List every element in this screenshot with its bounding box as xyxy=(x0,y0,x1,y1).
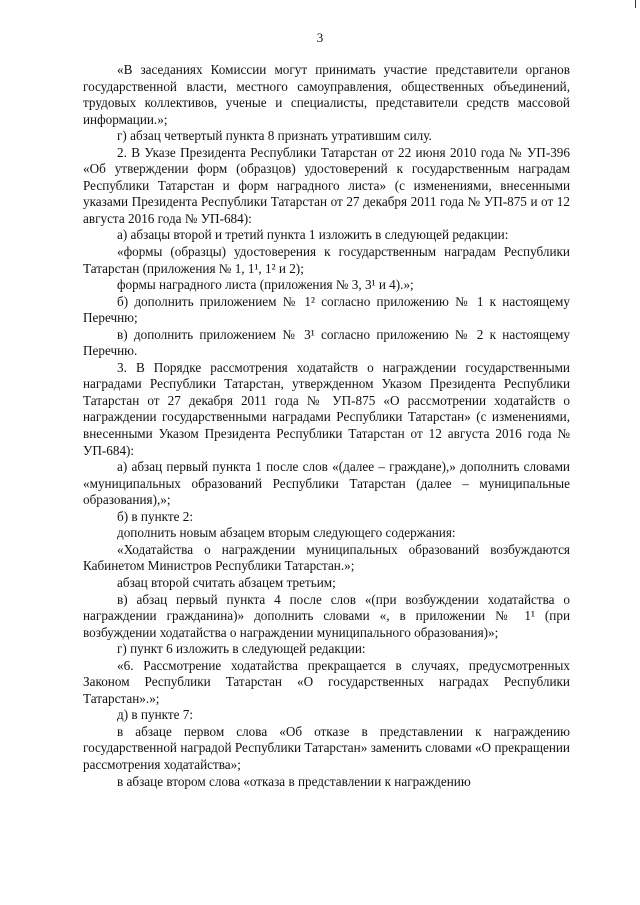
paragraph-certificate-forms: «формы (образцы) удостоверения к государственным наградам Республики Татарстан (приложения № 1, 1¹, 1² и 2); xyxy=(83,244,570,276)
paragraph-point-6-text: «6. Рассмотрение ходатайства прекращается в случаях, предусмотренных Законом Республики Татарстан «О государственных наградах Республики Татарстан».»; xyxy=(83,657,570,706)
paragraph-item-d-point-7: д) в пункте 7: xyxy=(117,707,194,723)
paragraph-commission-participants: «В заседаниях Комиссии могут принимать участие представители органов государственной власти, местного самоуправления, общественных объединений, трудовых коллективов, ученые и специалисты, представители средств массовой информации.»; xyxy=(83,62,570,127)
document-body xyxy=(83,62,570,790)
scan-edge-mark xyxy=(635,0,636,8)
paragraph-section-2-decree-up-396: 2. В Указе Президента Республики Татарстан от 22 июня 2010 года № УП-396 «Об утверждении форм (образцов) удостоверений к государственным наградам Республики Татарстан и форм наградного листа» (с изменениями, внесенными указами Президента Республики Татарстан от 27 декабря 2011 года № УП-875 и от 12 августа 2016 года № УП-684): xyxy=(83,144,570,226)
paragraph-item-a-section-3: а) абзац первый пункта 1 после слов «(далее – граждане),» дополнить словами «муниципальных образований Республики Татарстан (далее – муниципальные образования),»; xyxy=(83,459,570,508)
paragraph-item-g-paragraph-4: г) абзац четвертый пункта 8 признать утратившим силу. xyxy=(117,128,432,144)
paragraph-item-g-point-6: г) пункт 6 изложить в следующей редакции: xyxy=(117,641,366,657)
paragraph-item-v-appendix-3-1: в) дополнить приложением № 3¹ согласно приложению № 2 к настоящему Перечню. xyxy=(83,326,570,359)
paragraph-section-3-procedure: 3. В Порядке рассмотрения ходатайств о награждении государственными наградами Республики Татарстан, утвержденном Указом Президента Республики Татарстан от 27 декабря 2011 года № УП-875 «О рассмотрении ходатайств о награждении государственными наградами Республики Татарстан» (с изменениями, внесенными Указом Президента Республики Татарстан от 12 августа 2016 года № УП-684): xyxy=(83,359,570,458)
paragraph-renumber-paragraph: абзац второй считать абзацем третьим; xyxy=(117,574,336,590)
paragraph-item-v-point-4: в) абзац первый пункта 4 после слов «(при возбуждении ходатайства о награждении гражданина)» дополнить словами «, в приложении № 1¹ (при возбуждении ходатайства о награждении муниципального образования)»; xyxy=(83,591,570,640)
paragraph-item-b-appendix-1-2: б) дополнить приложением № 1² согласно приложению № 1 к настоящему Перечню; xyxy=(83,293,570,326)
paragraph-point-7-first: в абзаце первом слова «Об отказе в представлении к награждению государственной наградой Республики Татарстан» заменить словами «О прекращении рассмотрения ходатайства»; xyxy=(83,723,570,772)
paragraph-point-7-second: в абзаце втором слова «отказа в представлении к награждению xyxy=(117,773,471,789)
paragraph-petitions-municipal: «Ходатайства о награждении муниципальных образований возбуждаются Кабинетом Министров Республики Татарстан.»; xyxy=(83,541,570,574)
paragraph-add-new-paragraph: дополнить новым абзацем вторым следующего содержания: xyxy=(117,525,456,541)
paragraph-item-a-section-2: а) абзацы второй и третий пункта 1 изложить в следующей редакции: xyxy=(117,227,509,243)
paragraph-item-b-point-2: б) в пункте 2: xyxy=(117,508,194,524)
page-number: 3 xyxy=(316,30,324,45)
paragraph-award-sheet-forms: формы наградного листа (приложения № 3, 3¹ и 4).»; xyxy=(117,277,414,293)
